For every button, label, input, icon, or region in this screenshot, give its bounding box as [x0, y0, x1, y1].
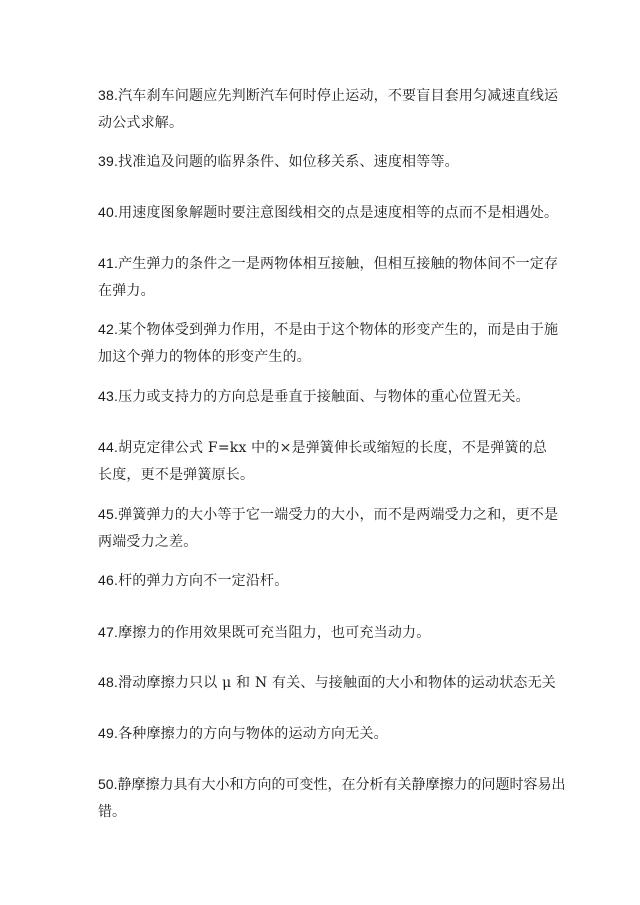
list-item-47	[98, 619, 560, 647]
list-item-40	[98, 199, 560, 227]
item-text: 各种摩擦力的方向与物体的运动方向无关。	[118, 726, 388, 742]
item-number: 46.	[98, 572, 119, 588]
item-text: 产生弹力的条件之一是两物体相互接触，但相互接触的物体间不一定存在弹力。	[98, 256, 559, 299]
item-number: 45.	[98, 506, 119, 522]
list-item-50	[98, 771, 568, 826]
item-number: 50.	[98, 776, 118, 792]
list-item-45	[98, 501, 560, 556]
item-text: 用速度图象解题时要注意图线相交的点是速度相等的点而不是相遇处。	[118, 205, 559, 221]
list-item-49	[98, 720, 560, 748]
item-text: 静摩擦力具有大小和方向的可变性，在分析有关静摩擦力的问题时容易出错。	[98, 777, 566, 820]
item-text: 找准追及问题的临界条件、如位移关系、速度相等等。	[118, 154, 459, 170]
item-text: 胡克定律公式 F=kx 中的×是弹簧伸长或缩短的长度，不是弹簧的总长度，更不是弹簧原长。	[98, 440, 548, 483]
list-item-42	[98, 316, 560, 371]
item-text: 摩擦力的作用效果既可充当阻力，也可充当动力。	[118, 625, 431, 641]
list-item-43	[98, 383, 560, 411]
item-text: 杆的弹力方向不一定沿杆。	[118, 573, 289, 589]
item-text: 压力或支持力的方向总是垂直于接触面、与物体的重心位置无关。	[118, 389, 530, 405]
item-number: 40.	[98, 204, 119, 220]
item-number: 44.	[98, 439, 119, 455]
list-item-41	[98, 250, 560, 305]
item-text: 某个物体受到弹力作用，不是由于这个物体的形变产生的，而是由于施加这个弹力的物体的形变产生的。	[98, 322, 559, 365]
item-number: 38.	[98, 87, 119, 103]
item-number: 43.	[98, 388, 119, 404]
item-number: 47.	[98, 624, 119, 640]
item-text: 汽车刹车问题应先判断汽车何时停止运动，不要盲目套用匀减速直线运动公式求解。	[98, 88, 559, 131]
list-item-38	[98, 82, 560, 137]
list-item-48	[98, 669, 560, 697]
item-text: 滑动摩擦力只以 μ 和 N 有关、与接触面的大小和物体的运动状态无关	[118, 675, 557, 691]
list-item-44	[98, 434, 560, 489]
item-number: 41.	[98, 255, 119, 271]
item-text: 弹簧弹力的大小等于它一端受力的大小，而不是两端受力之和，更不是两端受力之差。	[98, 507, 559, 550]
list-item-39	[98, 148, 560, 176]
item-number: 42.	[98, 321, 119, 337]
item-number: 39.	[98, 153, 119, 169]
list-item-46	[98, 567, 560, 595]
item-number: 49.	[98, 725, 119, 741]
item-number: 48.	[98, 674, 119, 690]
